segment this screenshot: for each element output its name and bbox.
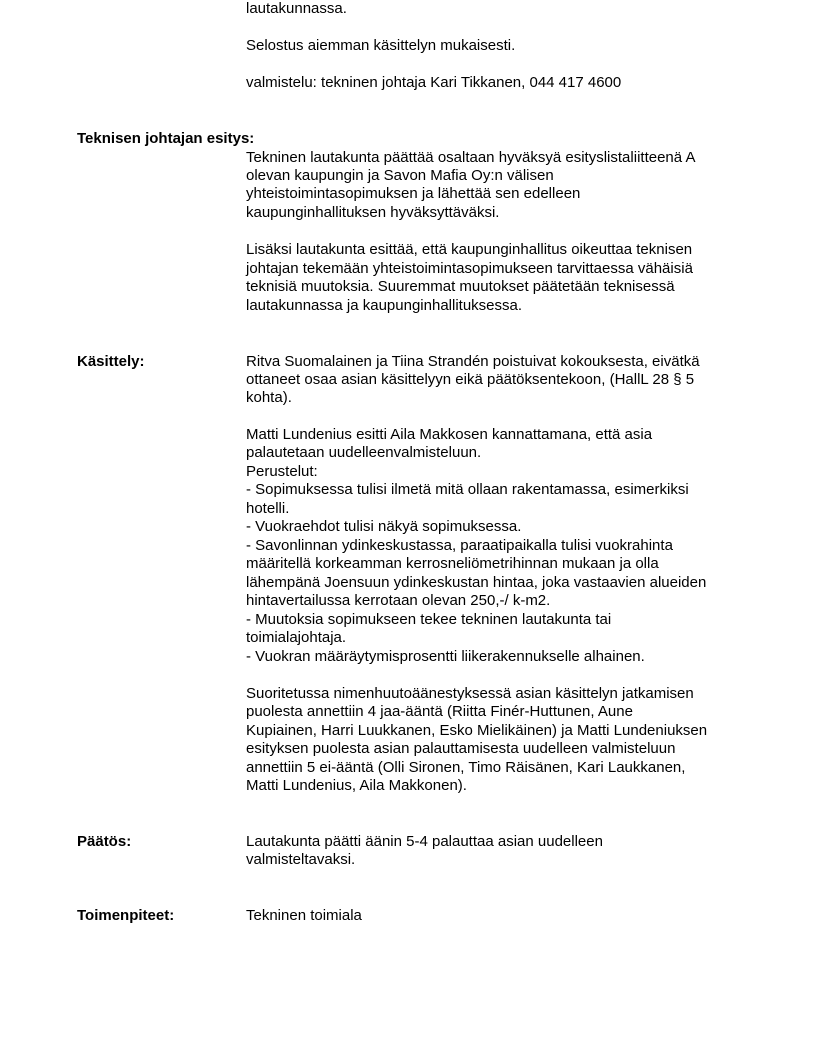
- preparer-line: valmistelu: tekninen johtaja Kari Tikkanen, 044 417 4600: [246, 74, 622, 91]
- esitys-line: kaupunginhallituksen hyväksyttäväksi.: [246, 204, 500, 221]
- section-label-esitys: Teknisen johtajan esitys:: [77, 130, 255, 147]
- kasittely-line: kohta).: [246, 389, 292, 406]
- kasittely-line: Suoritetussa nimenhuutoäänestyksessä asian käsittelyn jatkamisen: [246, 685, 694, 702]
- kasittely-line: - Vuokran määräytymisprosentti liikerakennukselle alhainen.: [246, 648, 645, 665]
- kasittely-line: Matti Lundenius, Aila Makkonen).: [246, 777, 467, 794]
- section-label-kasittely: Käsittely:: [77, 353, 145, 370]
- kasittely-line: puolesta annettiin 4 jaa-ääntä (Riitta Finér-Huttunen, Aune: [246, 703, 633, 720]
- paatos-line: valmisteltavaksi.: [246, 851, 356, 868]
- kasittely-line: - Sopimuksessa tulisi ilmetä mitä ollaan rakentamassa, esimerkiksi: [246, 481, 689, 498]
- esitys-line: Lisäksi lautakunta esittää, että kaupunginhallitus oikeuttaa teknisen: [246, 241, 693, 258]
- kasittely-line: hintavertailussa kerrotaan olevan 250,-/ k-m2.: [246, 592, 551, 609]
- kasittely-line: palautetaan uudelleenvalmisteluun.: [246, 444, 482, 461]
- kasittely-line: Matti Lundenius esitti Aila Makkosen kannattamana, että asia: [246, 426, 653, 443]
- kasittely-line: Ritva Suomalainen ja Tiina Strandén poistuivat kokouksesta, eivätkä: [246, 353, 700, 370]
- esitys-line: lautakunnassa ja kaupunginhallituksessa.: [246, 297, 523, 314]
- kasittely-line: Kupiainen, Harri Luukkanen, Esko Mielikäinen) ja Matti Lundeniuksen: [246, 722, 708, 739]
- kasittely-line: esityksen puolesta asian palauttamisesta uudelleen valmisteluun: [246, 740, 676, 757]
- kasittely-line: määritellä korkeamman kerrosneliömetrihinnan mukaan ja olla: [246, 555, 659, 572]
- kasittely-line: toimialajohtaja.: [246, 629, 347, 646]
- kasittely-line: annettiin 5 ei-ääntä (Olli Sironen, Timo Räisänen, Kari Laukkanen,: [246, 759, 686, 776]
- kasittely-line: - Muutoksia sopimukseen tekee tekninen lautakunta tai: [246, 611, 612, 628]
- kasittely-line: Perustelut:: [246, 463, 318, 480]
- section-label-paatos: Päätös:: [77, 833, 132, 850]
- esitys-line: olevan kaupungin ja Savon Mafia Oy:n välisen: [246, 167, 554, 184]
- section-label-toimenpiteet: Toimenpiteet:: [77, 907, 175, 924]
- kasittely-line: lähempänä Joensuun ydinkeskustan hintaa, joka vastaavien alueiden: [246, 574, 707, 591]
- intro-line: lautakunnassa.: [246, 0, 347, 17]
- paatos-line: Lautakunta päätti äänin 5-4 palauttaa asian uudelleen: [246, 833, 603, 850]
- esitys-line: teknisiä muutoksia. Suuremmat muutokset päätetään teknisessä: [246, 278, 675, 295]
- intro-line: Selostus aiemman käsittelyn mukaisesti.: [246, 37, 516, 54]
- kasittely-line: ottaneet osaa asian käsittelyyn eikä päätöksentekoon, (HallL 28 § 5: [246, 371, 695, 388]
- toimenpiteet-line: Tekninen toimiala: [246, 907, 362, 924]
- esitys-line: johtajan tekemään yhteistoimintasopimukseen tarvittaessa vähäisiä: [246, 260, 693, 277]
- kasittely-line: - Vuokraehdot tulisi näkyä sopimuksessa.: [246, 518, 522, 535]
- esitys-line: Tekninen lautakunta päättää osaltaan hyväksyä esityslistaliitteenä A: [246, 149, 696, 166]
- esitys-line: yhteistoimintasopimuksen ja lähettää sen edelleen: [246, 185, 581, 202]
- kasittely-line: hotelli.: [246, 500, 290, 517]
- kasittely-line: - Savonlinnan ydinkeskustassa, paraatipaikalla tulisi vuokrahinta: [246, 537, 673, 554]
